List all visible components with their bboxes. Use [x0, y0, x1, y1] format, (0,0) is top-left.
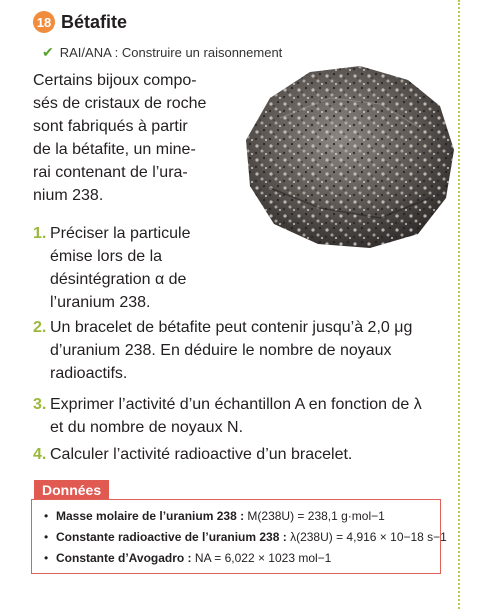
- donnees-item-label: Constante radioactive de l’uranium 238 :: [56, 530, 287, 544]
- exercise-title: Bétafite: [61, 11, 128, 32]
- question-line: désintégration α de: [50, 271, 187, 288]
- donnees-item-value: λ(238U) = 4,916 × 10−18 s−1: [290, 530, 447, 544]
- question-line: Un bracelet de bétafite peut contenir jusqu’à 2,0 μg: [50, 319, 413, 336]
- question-line: radioactifs.: [50, 365, 128, 382]
- question-line: l’uranium 238.: [50, 294, 151, 311]
- donnees-item: • Constante radioactive de l’uranium 238 : λ(238U) = 4,916 × 10−18 s−1: [44, 530, 447, 544]
- donnees-item: • Masse molaire de l’uranium 238 : M(238U) = 238,1 g·mol−1: [44, 509, 385, 523]
- question-number: 2.: [33, 319, 47, 336]
- donnees-label: Données: [34, 480, 109, 500]
- donnees-item-value: M(238U) = 238,1 g·mol−1: [247, 509, 385, 523]
- question-line: Préciser la particule: [50, 225, 191, 242]
- intro-line: rai contenant de l’ura-: [33, 164, 188, 181]
- question-number: 3.: [33, 396, 47, 413]
- exercise-header: [33, 11, 127, 33]
- donnees-item-label: Constante d’Avogadro :: [56, 551, 192, 565]
- donnees-item-value: NA = 6,022 × 1023 mol−1: [194, 551, 332, 565]
- donnees-item: • Constante d’Avogadro : NA = 6,022 × 1023 mol−1: [44, 551, 332, 565]
- intro-text: [33, 69, 223, 207]
- question-line: émise lors de la: [50, 248, 163, 265]
- intro-line: Certains bijoux compo-: [33, 72, 197, 89]
- intro-line: sont fabriqués à partir: [33, 118, 188, 135]
- intro-line: nium 238.: [33, 187, 104, 204]
- intro-line: de la bétafite, un mine-: [33, 141, 196, 158]
- check-icon: ✔: [42, 44, 54, 60]
- margin-rule: [458, 0, 460, 609]
- betafite-rock-image: [240, 58, 458, 253]
- question-number: 1.: [33, 225, 47, 242]
- donnees-box: [31, 499, 447, 574]
- question-line: Exprimer l’activité d’un échantillon A en fonction de λ: [50, 396, 422, 413]
- question-line: d’uranium 238. En déduire le nombre de noyaux: [50, 342, 392, 359]
- donnees-item-label: Masse molaire de l’uranium 238 :: [56, 509, 245, 523]
- skill-label: RAI/ANA : Construire un raisonnement: [59, 45, 283, 60]
- question-line: et du nombre de noyaux N.: [50, 419, 244, 436]
- exercise-number-badge: 18: [33, 11, 55, 33]
- question-line: Calculer l’activité radioactive d’un bracelet.: [50, 446, 353, 463]
- question-number: 4.: [33, 446, 47, 463]
- intro-line: sés de cristaux de roche: [33, 95, 207, 112]
